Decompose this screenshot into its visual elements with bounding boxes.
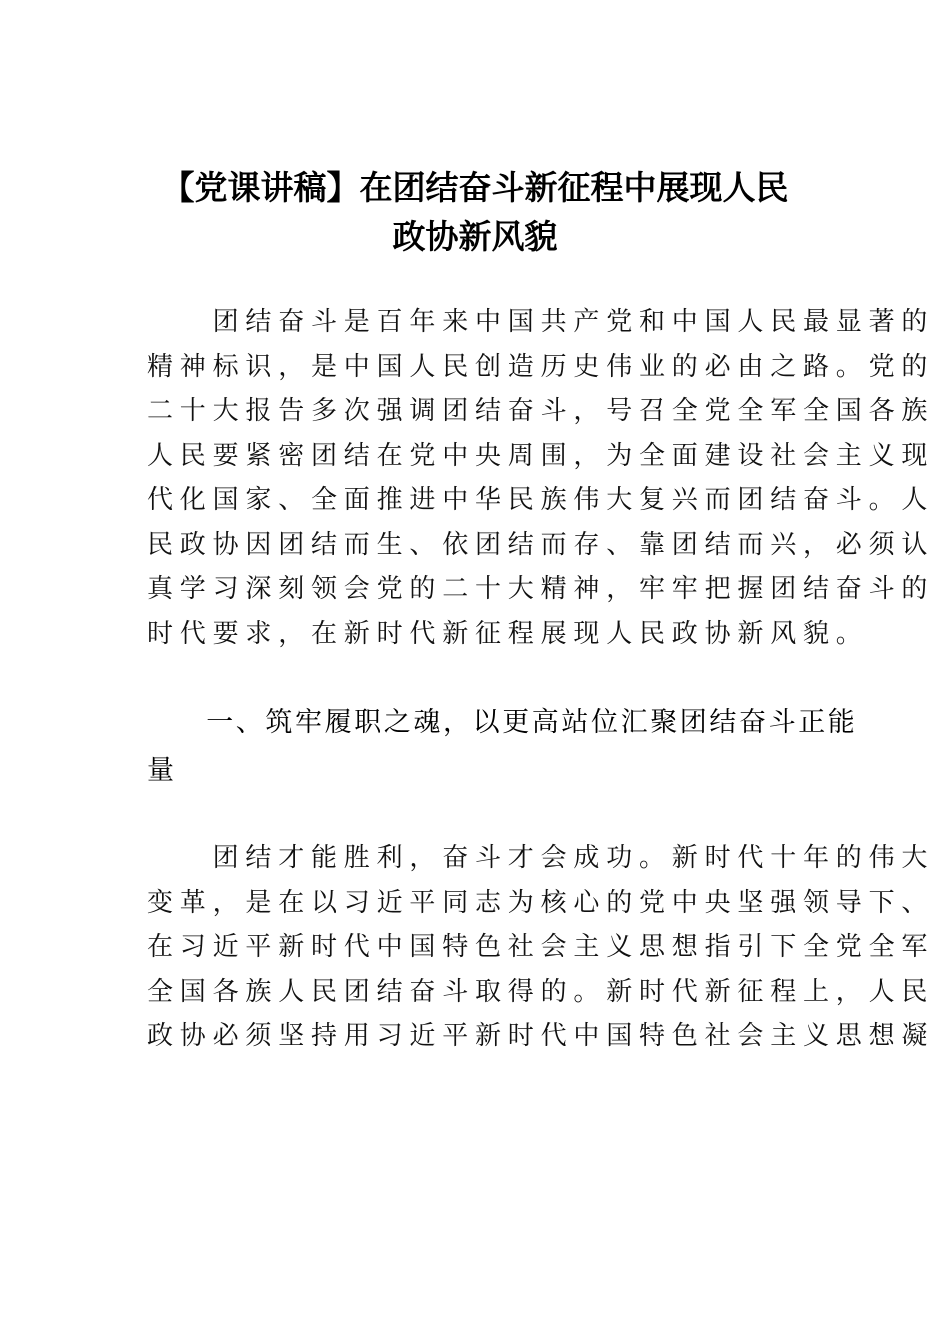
section-heading-1 [147, 699, 858, 795]
document-title [140, 163, 810, 261]
text-line: 人民要紧密团结在党中央周围，为全面建设社会主义现 [147, 440, 935, 471]
text-line: 团结奋斗是百年来中国共产党和中国人民最显著的 [147, 307, 935, 337]
text-line: 二十大报告多次强调团结奋斗，号召全党全军全国各族 [147, 396, 935, 426]
text-line: 在习近平新时代中国特色社会主义思想指引下全党全军 [147, 932, 935, 962]
text-line: 代化国家、全面推进中华民族伟大复兴而团结奋斗。人 [147, 485, 935, 515]
text-line: 变革，是在以习近平同志为核心的党中央坚强领导下、 [147, 887, 935, 918]
title-line-1: 【党课讲稿】在团结奋斗新征程中展现人民 [161, 168, 789, 207]
heading-line: 一、筑牢履职之魂，以更高站位汇聚团结奋斗正能 [147, 707, 858, 738]
text-line: 全国各族人民团结奋斗取得的。新时代新征程上，人民 [147, 976, 935, 1007]
heading-line: 量 [147, 755, 177, 786]
paragraph-section-1 [147, 836, 935, 1059]
text-line: 真学习深刻领会党的二十大精神，牢牢把握团结奋斗的 [147, 574, 935, 604]
text-line: 政协必须坚持用习近平新时代中国特色社会主义思想凝 [147, 1021, 935, 1051]
text-line: 精神标识，是中国人民创造历史伟业的必由之路。党的 [147, 351, 935, 382]
paragraph-intro [147, 300, 935, 656]
text-line: 时代要求，在新时代新征程展现人民政协新风貌。 [147, 618, 869, 649]
title-line-2: 政协新风貌 [392, 217, 558, 256]
text-line: 团结才能胜利，奋斗才会成功。新时代十年的伟大 [147, 843, 935, 873]
text-line: 民政协因团结而生、依团结而存、靠团结而兴，必须认 [147, 529, 935, 560]
